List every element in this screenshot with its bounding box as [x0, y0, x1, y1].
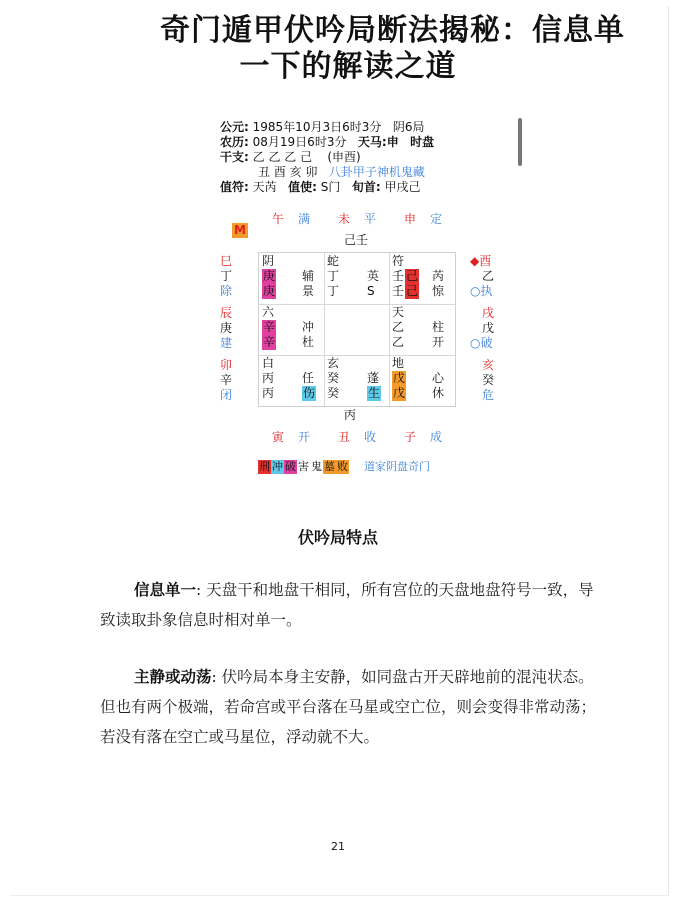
top-branch-1: 午: [272, 212, 285, 226]
bottom-stem: 丙: [344, 408, 357, 422]
legend-gui: 鬼: [311, 460, 322, 473]
palace-ne: 符 壬 己 芮 壬 己 惊: [392, 254, 445, 298]
left-officer-3: 闭: [220, 388, 233, 402]
info-row-3: 干支: 乙 乙 乙 己 (申酉): [220, 150, 361, 164]
page-number: 21: [331, 840, 345, 853]
info-row-2: 农历: 08月19日6时3分 天马:申 时盘: [220, 135, 435, 149]
right-stem-3: 癸: [482, 373, 495, 387]
palace-se: 地 戊 心 戊 休: [392, 356, 445, 400]
paragraph-1: [100, 575, 600, 635]
paragraph-1-text: : 天盘干和地盘干相同，所有宫位的天盘地盘符号一致，导致读取卦象信息时相对单一。: [100, 581, 594, 629]
top-officer-2: 平: [364, 212, 377, 226]
right-officer-2: ○破: [470, 336, 493, 350]
info-row-5: 值符: 天芮 值使: S门 旬首: 甲戌己: [220, 180, 421, 194]
title-line-2: 一下的解读之道: [239, 49, 457, 84]
right-stem-1: 乙: [482, 269, 495, 283]
right-branch-1: ◆酉: [470, 254, 492, 268]
top-officer-1: 满: [298, 212, 311, 226]
bottom-officer-3: 成: [430, 430, 443, 444]
top-officer-3: 定: [430, 212, 443, 226]
chart-scrollbar[interactable]: [518, 118, 522, 166]
qimen-chart: [200, 112, 530, 492]
paragraph-2: [100, 662, 600, 752]
bottom-officer-2: 收: [364, 430, 377, 444]
left-stem-1: 丁: [220, 269, 233, 283]
palace-n: 蛇 丁 英 丁 S: [327, 254, 380, 298]
palace-s: 玄 癸 蓬 癸 生: [327, 356, 381, 400]
legend-po: 破: [285, 460, 296, 473]
legend-bai: 败: [337, 460, 348, 473]
bottom-officer-1: 开: [298, 430, 311, 444]
palace-e: 天 乙 柱 乙 开: [392, 305, 445, 349]
left-officer-1: 除: [220, 284, 233, 298]
palace-grid: [258, 252, 456, 407]
legend-xing: 刑: [259, 460, 270, 473]
bottom-branch-2: 丑: [338, 430, 351, 444]
chart-legend: [258, 460, 431, 474]
left-stem-3: 辛: [220, 373, 233, 387]
right-officer-3: 危: [482, 388, 495, 402]
palace-sw: 白 丙 任 丙 伤: [262, 356, 316, 400]
paragraph-2-text: : 伏吟局本身主安静，如同盘古开天辟地前的混沌状态。但也有两个极端，若命宫或平台落在马星或空亡位，则会变得非常动荡；若没有落在空亡或马星位，浮动就不大。: [100, 668, 597, 746]
right-stem-2: 戊: [482, 321, 495, 335]
top-stem: 己壬: [344, 233, 369, 247]
info-row-1: 公元: 1985年10月3日6时3分 阴6局: [220, 120, 425, 134]
m-badge: M: [234, 223, 246, 237]
right-officer-1: ○执: [470, 284, 493, 298]
left-branch-1: 巳: [220, 254, 233, 268]
top-branch-3: 申: [404, 212, 417, 226]
info-row-4: 丑 酉 亥 卯 八卦甲子神机鬼藏: [258, 165, 425, 179]
legend-link[interactable]: 道家阴盘奇门: [364, 460, 430, 473]
section-heading: 伏吟局特点: [297, 528, 378, 547]
palace-nw: 阴 庚 辅 庚 景: [262, 254, 315, 298]
left-officer-2: 建: [220, 336, 233, 350]
palace-w: 六 辛 冲 辛 杜: [262, 305, 315, 349]
paragraph-1-title: 信息单一: [134, 580, 197, 599]
bottom-branch-1: 寅: [272, 430, 285, 444]
top-branch-2: 未: [338, 212, 351, 226]
left-branch-3: 卯: [220, 358, 233, 372]
bottom-branch-3: 子: [404, 430, 417, 444]
paragraph-2-title: 主静或动荡: [134, 667, 212, 686]
title-line-1: 奇门遁甲伏吟局断法揭秘：信息单: [160, 13, 625, 48]
left-branch-2: 辰: [220, 306, 233, 320]
left-stem-2: 庚: [220, 321, 233, 335]
legend-hai: 害: [298, 460, 309, 473]
legend-chong: 冲: [272, 460, 283, 473]
right-branch-3: 亥: [482, 358, 495, 372]
legend-mu: 墓: [324, 460, 335, 473]
right-branch-2: 戌: [482, 306, 495, 320]
